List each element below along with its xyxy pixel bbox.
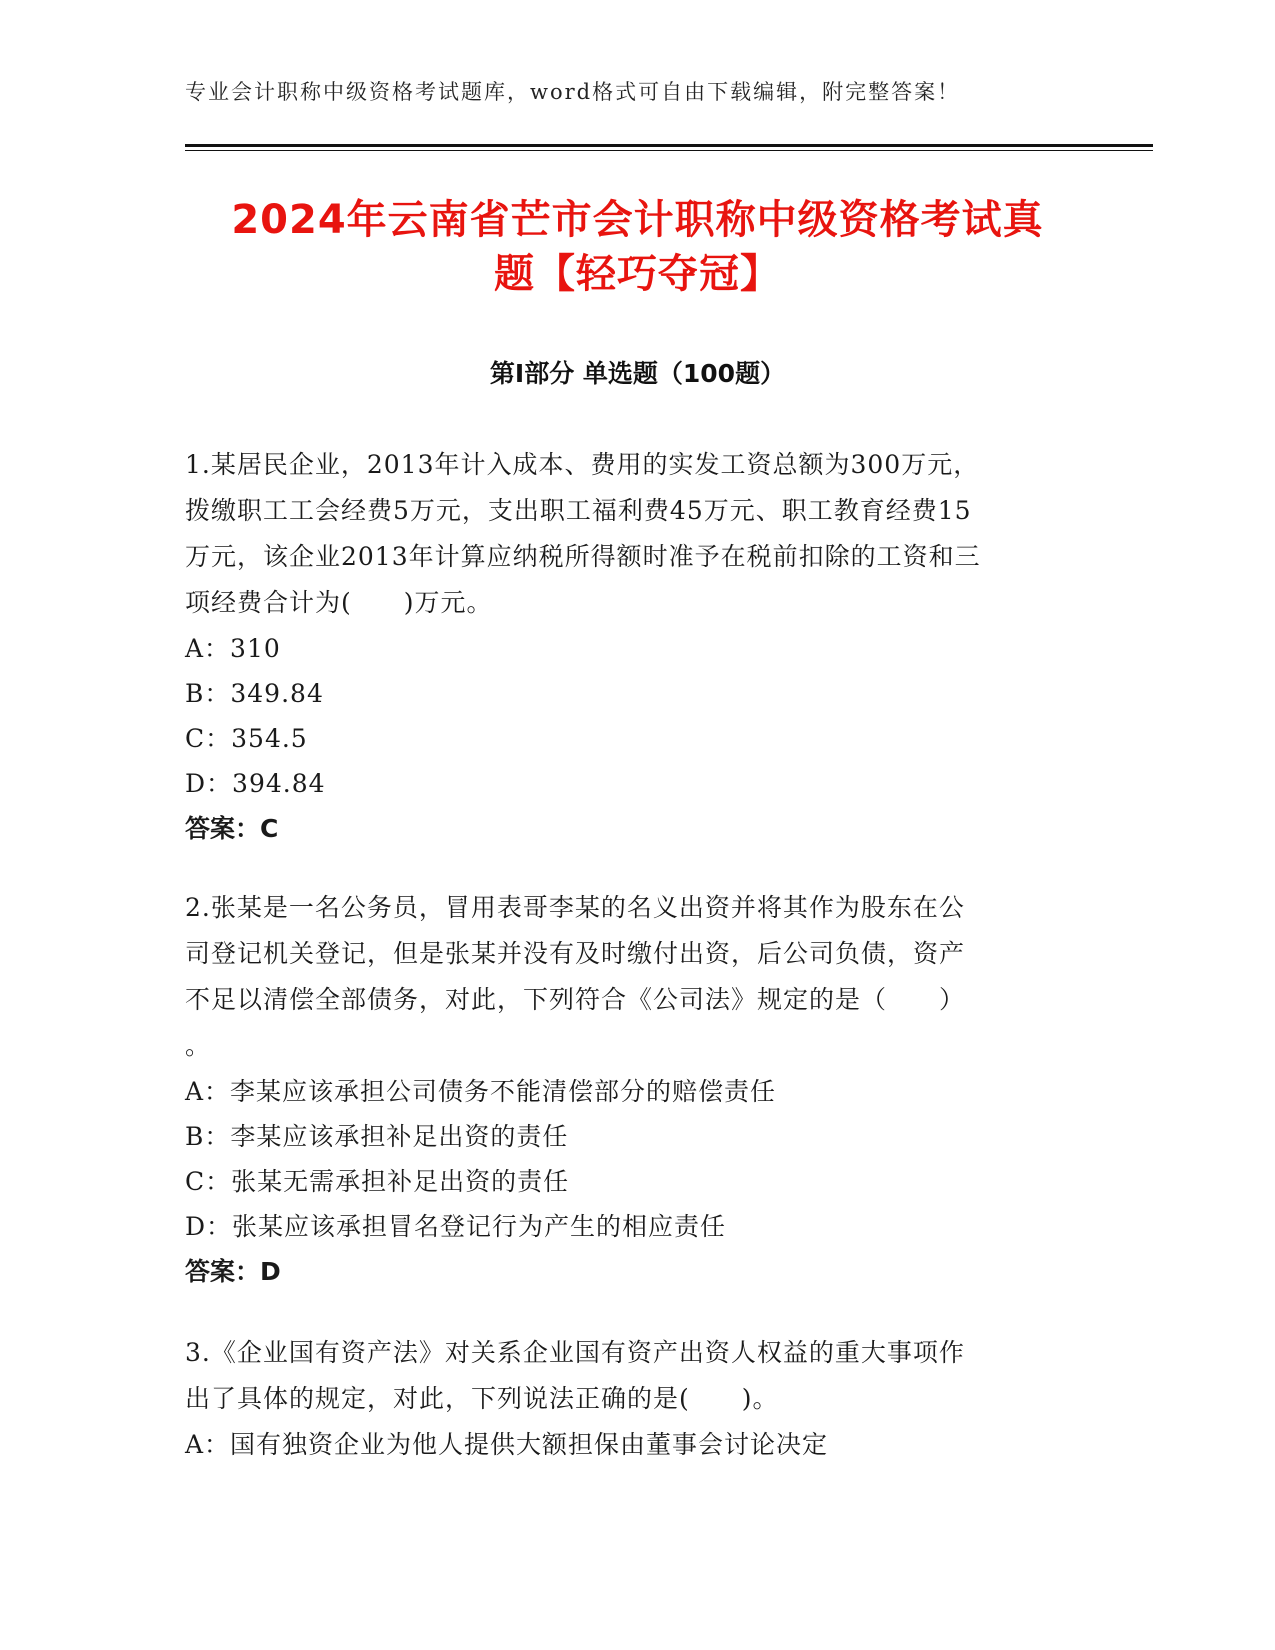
- document-title-line-2: 题【轻巧夺冠】: [494, 251, 781, 297]
- question-2-option-a: A：李某应该承担公司债务不能清偿部分的赔偿责任: [185, 1077, 777, 1106]
- question-1-option-d: D：394.84: [185, 769, 326, 798]
- question-2-line-3: 不足以清偿全部债务，对此，下列符合《公司法》规定的是（ ）: [185, 985, 966, 1014]
- section-heading: 第Ⅰ部分 单选题（100题）: [489, 359, 786, 388]
- header-rule-thin: [185, 150, 1153, 151]
- question-1-line-2: 拨缴职工工会经费5万元，支出职工福利费45万元、职工教育经费15: [185, 496, 972, 525]
- document-title: [130, 193, 1145, 301]
- question-2: [185, 885, 1085, 1294]
- question-2-option-d: D：张某应该承担冒名登记行为产生的相应责任: [185, 1212, 727, 1241]
- question-2-option-b: B：李某应该承担补足出资的责任: [185, 1122, 569, 1151]
- question-2-line-2: 司登记机关登记，但是张某并没有及时缴付出资，后公司负债，资产: [185, 939, 966, 968]
- question-1-line-4: 项经费合计为( )万元。: [185, 588, 493, 617]
- question-3-line-1: 3.《企业国有资产法》对关系企业国有资产出资人权益的重大事项作: [185, 1338, 965, 1367]
- question-1-option-a: A：310: [185, 634, 281, 663]
- question-2-answer: 答案：D: [185, 1257, 281, 1286]
- question-1-option-c: C：354.5: [185, 724, 308, 753]
- question-2-line-1: 2.张某是一名公务员，冒用表哥李某的名义出资并将其作为股东在公: [185, 893, 965, 922]
- question-1-line-3: 万元，该企业2013年计算应纳税所得额时准予在税前扣除的工资和三: [185, 542, 981, 571]
- question-3-line-2: 出了具体的规定，对此，下列说法正确的是( )。: [185, 1384, 779, 1413]
- header-note: 专业会计职称中级资格考试题库，word格式可自由下载编辑，附完整答案！: [185, 80, 961, 104]
- question-3-option-a: A：国有独资企业为他人提供大额担保由董事会讨论决定: [185, 1430, 829, 1459]
- question-3: [185, 1330, 1085, 1467]
- document-title-line-1: 2024年云南省芒市会计职称中级资格考试真: [231, 197, 1044, 243]
- question-1-line-1: 1.某居民企业，2013年计入成本、费用的实发工资总额为300万元，: [185, 450, 980, 479]
- question-1-option-b: B：349.84: [185, 679, 324, 708]
- header-rule-thick: [185, 144, 1153, 147]
- question-1: [185, 442, 1085, 851]
- question-1-answer: 答案：C: [185, 814, 279, 843]
- question-2-option-c: C：张某无需承担补足出资的责任: [185, 1167, 570, 1196]
- question-2-line-4: 。: [185, 1031, 212, 1060]
